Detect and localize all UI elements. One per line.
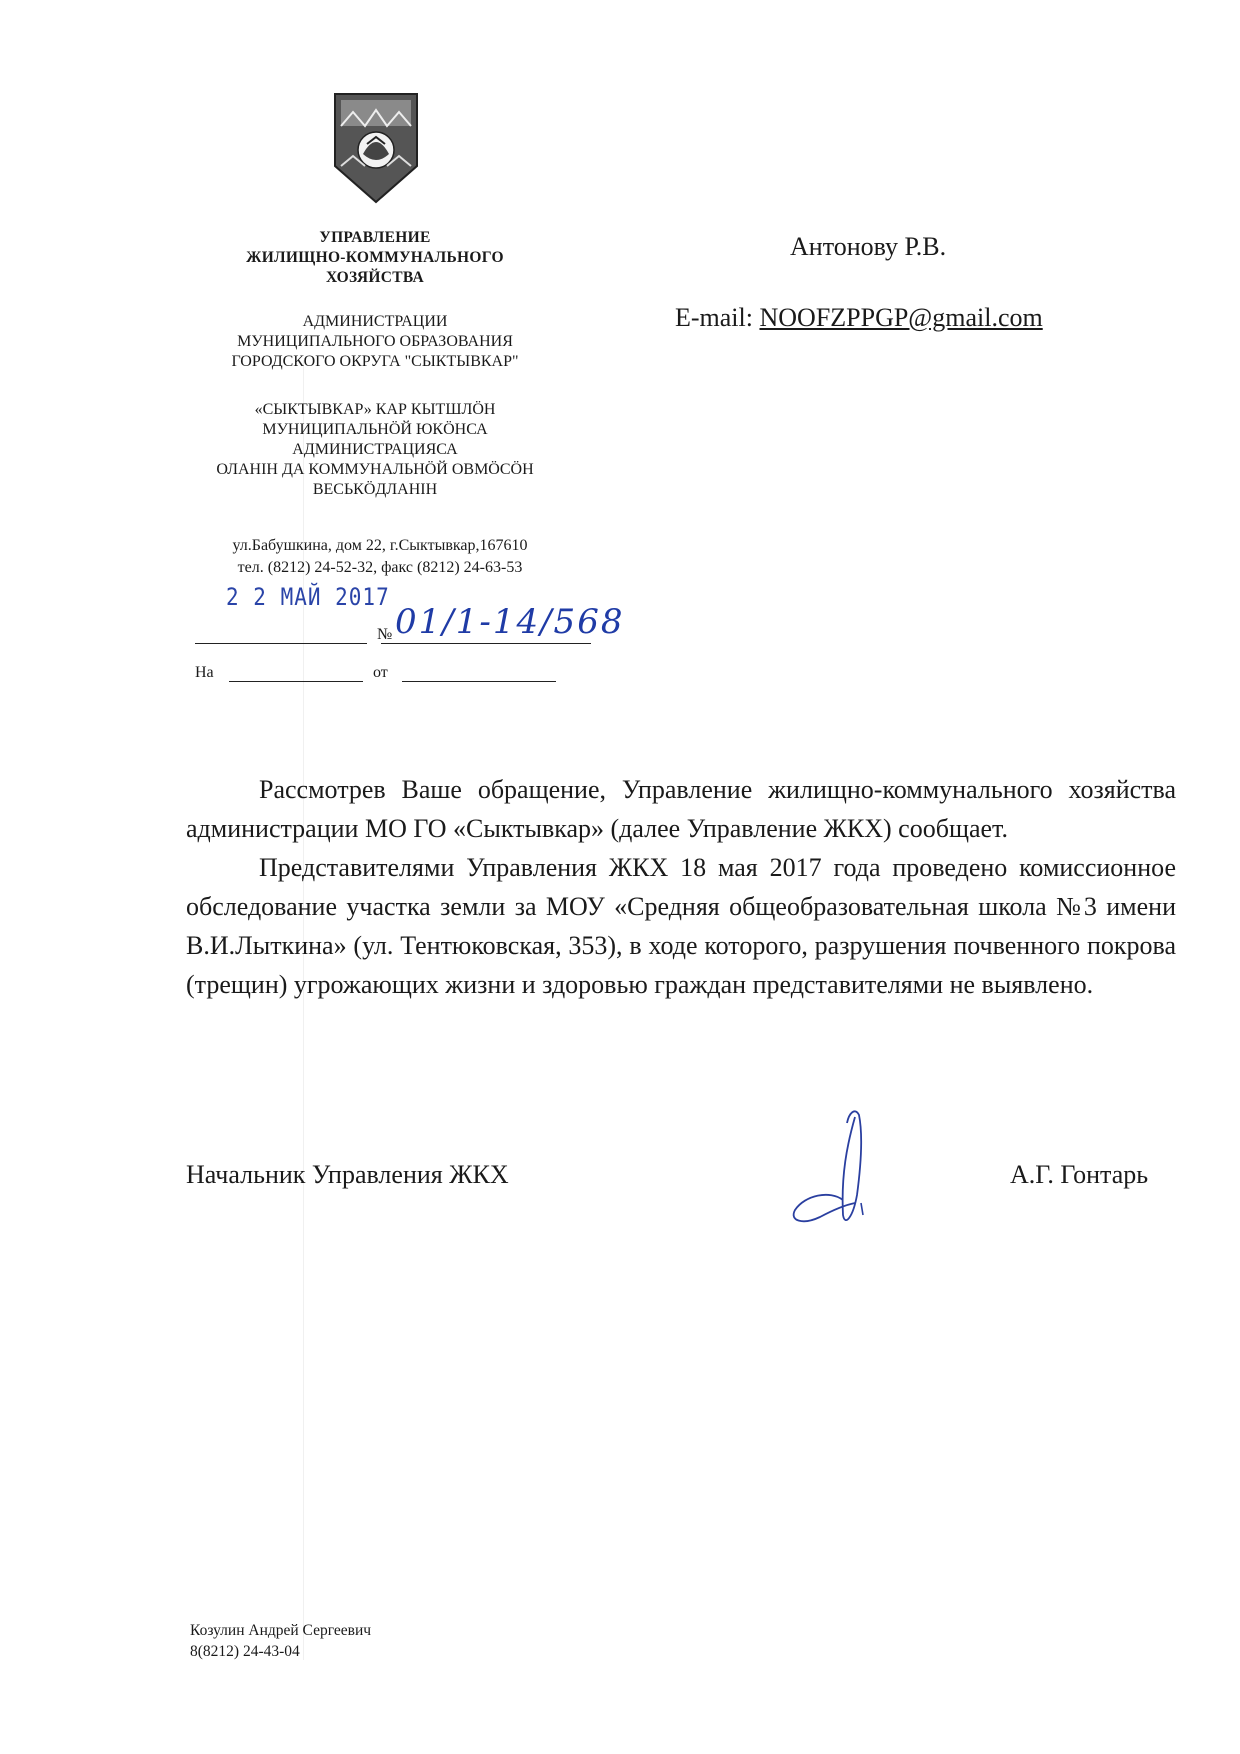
reference-number-line	[229, 681, 363, 682]
registration-date-line	[195, 643, 367, 644]
recipient-name: Антонову Р.В.	[790, 232, 947, 261]
handwritten-registration-number: 01/1-14/568	[395, 602, 625, 642]
body-paragraph: Рассмотрев Ваше обращение, Управление жилищно-коммунального хозяйства администрации МО ГО «Сыктывкар» (далее Управление ЖКХ) сообщает.	[186, 775, 1176, 843]
sender-title-line: ЖИЛИЩНО-КОММУНАЛЬНОГО	[246, 249, 504, 266]
sender-komi-name	[150, 400, 600, 500]
date-stamp: 2 2 МАЙ 2017	[226, 583, 390, 611]
sender-admin-line: АДМИНИСТРАЦИИ	[302, 313, 448, 330]
signatory-name: А.Г. Гонтарь	[1010, 1160, 1149, 1189]
executor-block	[190, 1620, 371, 1662]
executor-phone: 8(8212) 24-43-04	[190, 1643, 300, 1660]
reference-label: На	[195, 664, 214, 681]
coat-of-arms-emblem	[333, 92, 419, 204]
body-paragraph: Представителями Управления ЖКХ 18 мая 2017 года проведено комиссионное обследование участка земли за МОУ «Средняя общеобразовательная школа №3 имени В.И.Лыткина» (ул. Тентюковская, 353), в ходе которого, разрушения почвенного покрова (трещин) угрожающих жизни и здоровью граждан представителями не выявлено.	[186, 853, 1176, 999]
letter-body	[186, 770, 1176, 1004]
registration-row	[195, 602, 625, 652]
email-label: E-mail:	[675, 303, 753, 332]
reference-from-label: от	[373, 664, 388, 681]
sender-title-line: ХОЗЯЙСТВА	[325, 269, 425, 286]
sender-komi-line: ВЕСЬКӦДЛАНІН	[312, 481, 438, 498]
reference-date-line	[402, 681, 556, 682]
registration-number-line	[381, 643, 591, 644]
handwritten-signature	[775, 1105, 895, 1230]
reference-row	[195, 660, 615, 690]
sender-komi-line: АДМИНИСТРАЦИЯСА	[292, 441, 458, 458]
sender-komi-line: ОЛАНІН ДА КОММУНАЛЬНӦЙ ОВМӦСӦН	[216, 461, 534, 478]
sender-title-line: УПРАВЛЕНИЕ	[319, 229, 431, 246]
executor-name: Козулин Андрей Сергеевич	[190, 1622, 372, 1639]
sender-title	[170, 228, 580, 288]
number-sign: №	[377, 626, 393, 643]
sender-address: ул.Бабушкина, дом 22, г.Сыктывкар,167610	[232, 537, 528, 554]
sender-phone: тел. (8212) 24-52-32, факс (8212) 24-63-53	[237, 559, 523, 576]
sender-admin-line: МУНИЦИПАЛЬНОГО ОБРАЗОВАНИЯ	[237, 333, 513, 350]
sender-administration	[170, 312, 580, 372]
recipient-email-link[interactable]: NOOFZPPGP@gmail.com	[759, 303, 1043, 332]
sender-komi-line: «СЫКТЫВКАР» КАР КЫТШЛӦН	[254, 401, 496, 418]
sender-admin-line: ГОРОДСКОГО ОКРУГА "СЫКТЫВКАР"	[231, 353, 519, 370]
sender-contacts	[150, 535, 610, 579]
sender-komi-line: МУНИЦИПАЛЬНӦЙ ЮКӦНСА	[262, 421, 488, 438]
signatory-position: Начальник Управления ЖКХ	[186, 1160, 509, 1189]
recipient-email-row	[675, 303, 1043, 333]
